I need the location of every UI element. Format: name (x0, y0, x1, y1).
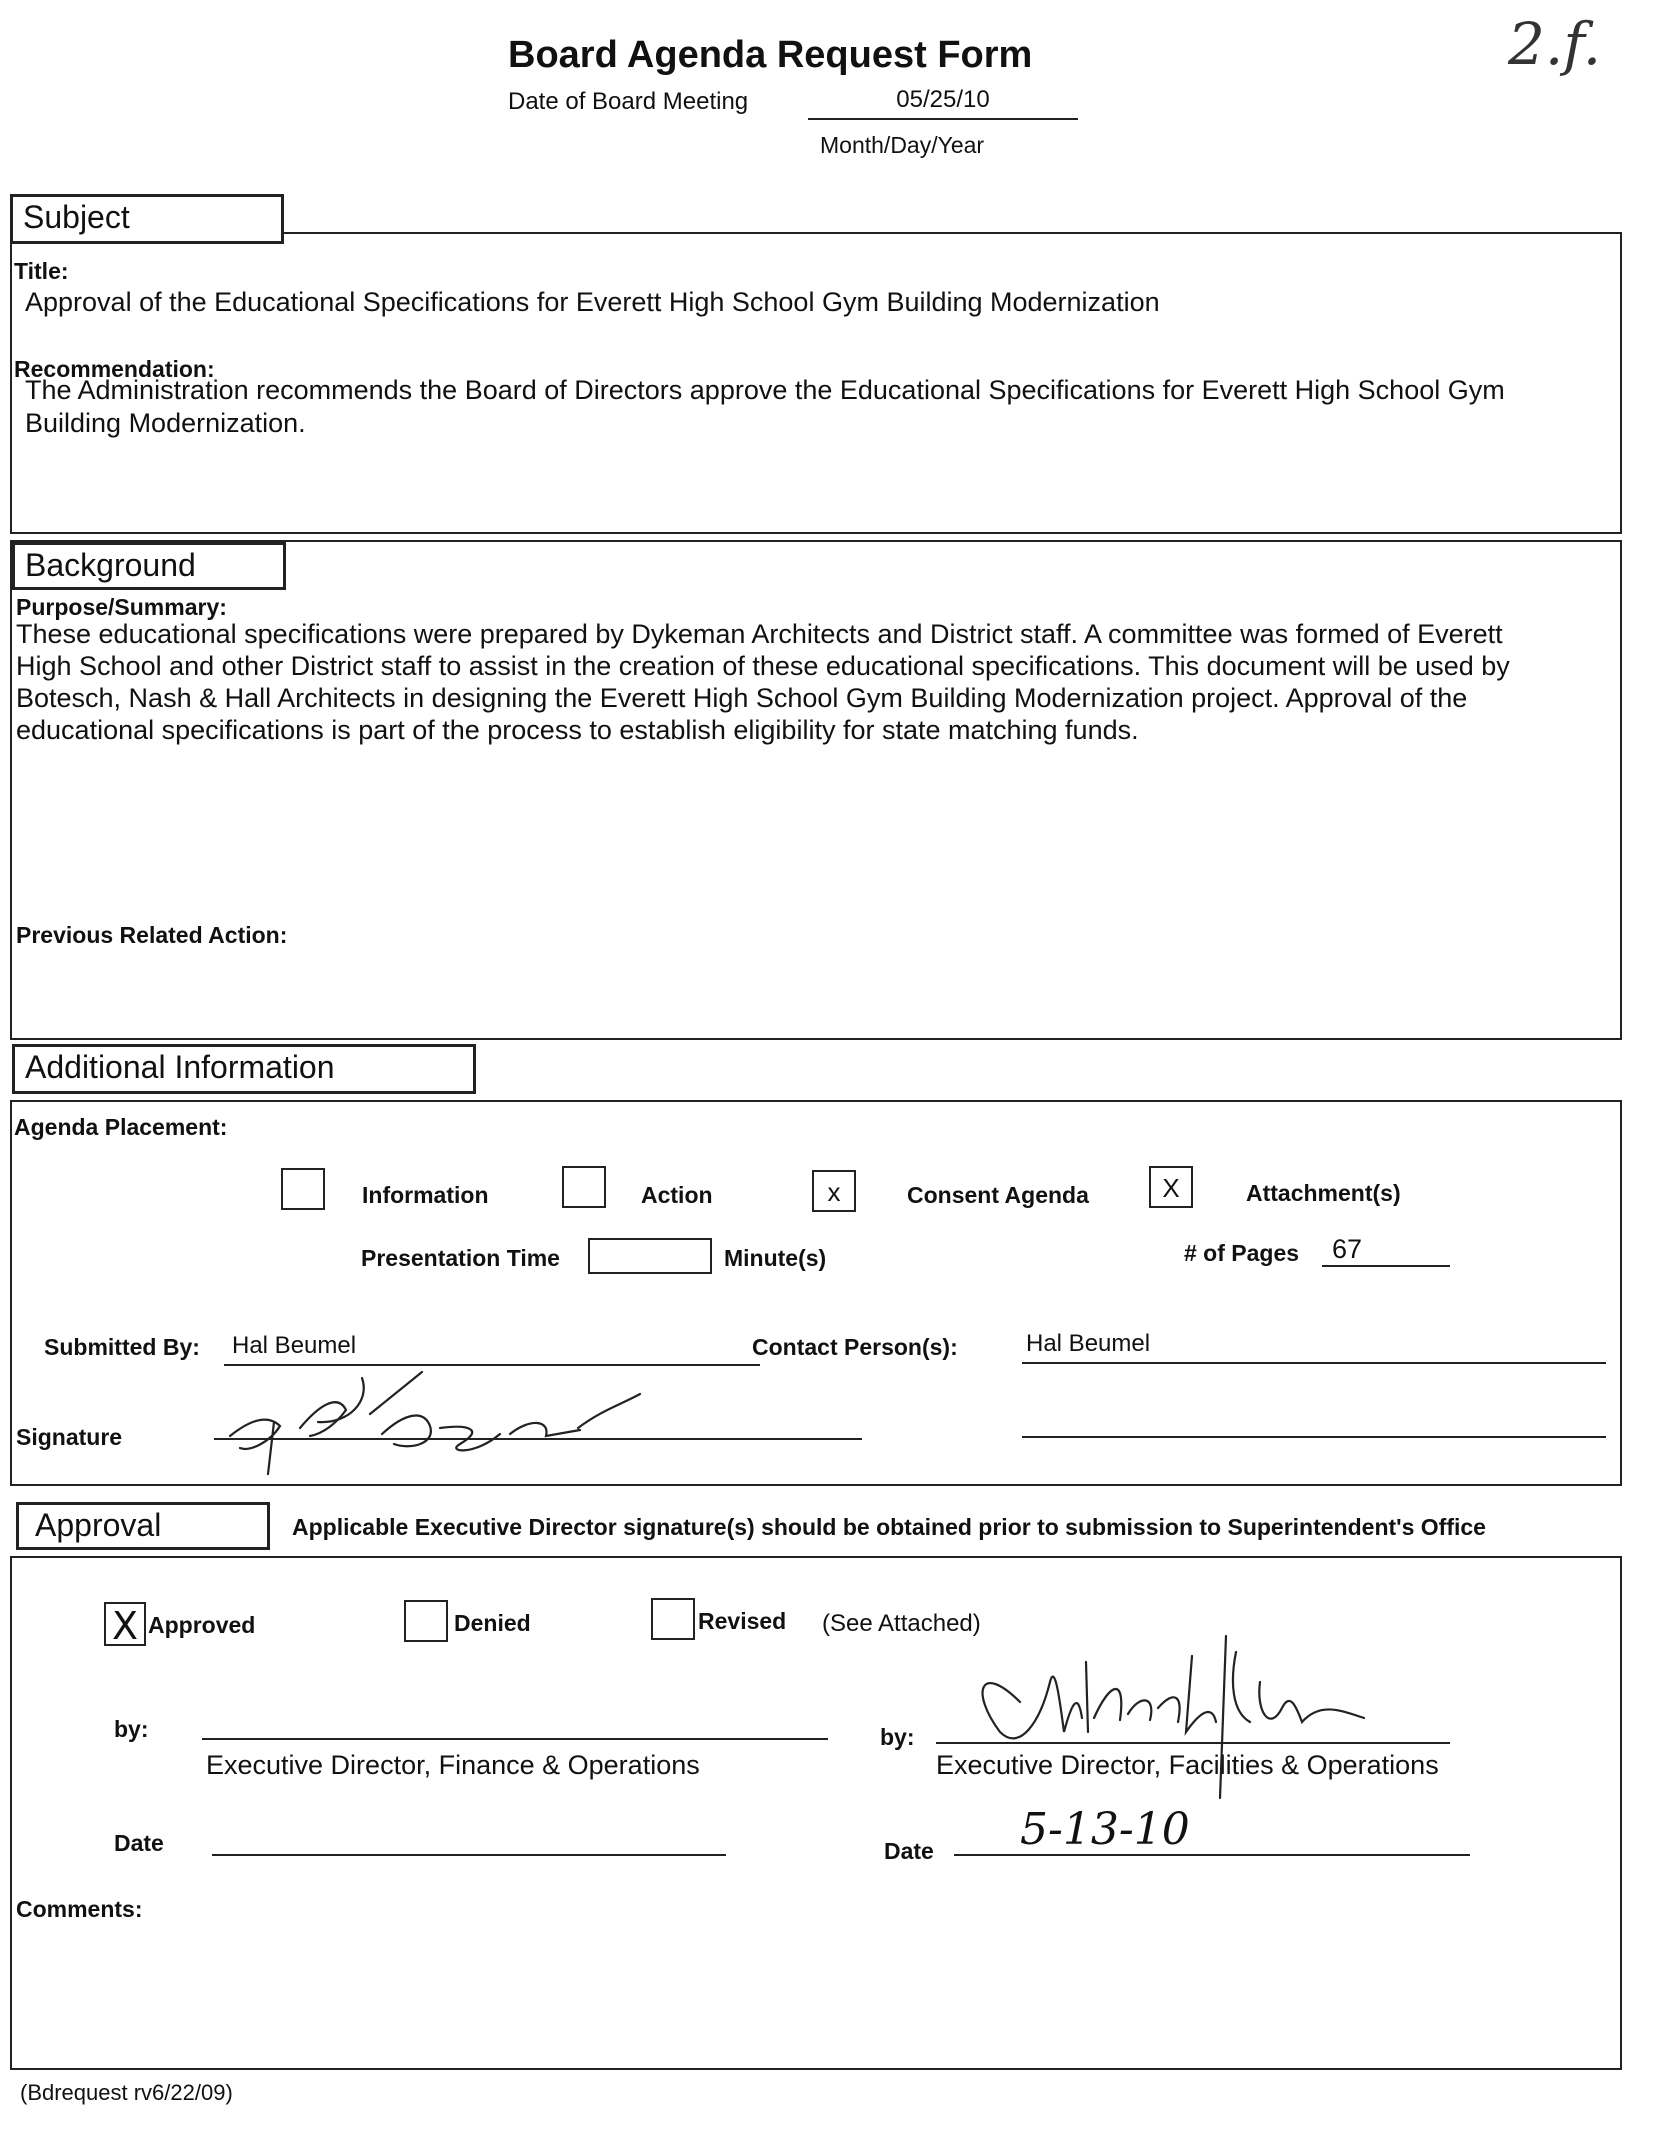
title-label: Title: (14, 258, 69, 284)
contact-person-label: Contact Person(s): (752, 1334, 958, 1360)
facilities-director-signature (960, 1622, 1400, 1800)
by-label-right: by: (880, 1724, 915, 1750)
denied-label: Denied (454, 1610, 531, 1636)
action-checkbox[interactable] (562, 1166, 606, 1208)
attachment-label: Attachment(s) (1246, 1180, 1401, 1206)
summary-line-3[interactable]: Botesch, Nash & Hall Architects in designing the Everett High School Gym Building Modernization project. Approval of the (16, 683, 1468, 713)
additional-section-tab: Additional Information (12, 1044, 476, 1094)
submitted-by-value[interactable]: Hal Beumel (224, 1332, 760, 1366)
previous-related-action-label: Previous Related Action: (16, 922, 288, 948)
date-format-label: Month/Day/Year (820, 132, 985, 158)
revised-label: Revised (698, 1608, 787, 1634)
summary-line-1[interactable]: These educational specifications were prepared by Dykeman Architects and District staff. A committee was formed of Everett (16, 619, 1503, 649)
item-number: 2.f. (1508, 10, 1602, 78)
denied-checkbox[interactable] (404, 1600, 448, 1642)
form-revision: (Bdrequest rv6/22/09) (20, 2080, 233, 2105)
information-label: Information (362, 1182, 489, 1208)
approval-section-tab: Approval (16, 1502, 270, 1550)
recommendation-line-1[interactable]: The Administration recommends the Board of Directors approve the Educational Specifications for Everett High School Gym (25, 375, 1505, 405)
facilities-director-title: Executive Director, Facilities & Operations (936, 1750, 1439, 1780)
presentation-time-label: Presentation Time (361, 1245, 560, 1271)
information-checkbox[interactable] (281, 1168, 325, 1210)
minutes-label: Minute(s) (724, 1245, 827, 1271)
summary-line-2[interactable]: High School and other District staff to assist in the creation of these educational specifications. This document will be used by (16, 651, 1510, 681)
action-label: Action (641, 1182, 713, 1208)
recommendation-label: Recommendation: (14, 356, 215, 382)
finance-director-title: Executive Director, Finance & Operations (206, 1750, 700, 1780)
approval-note: Applicable Executive Director signature(s) should be obtained prior to submission to Superintendent's Office (292, 1514, 1486, 1540)
approved-checkbox[interactable]: X (104, 1602, 146, 1646)
pages-label: # of Pages (1184, 1240, 1300, 1266)
consent-agenda-label: Consent Agenda (907, 1182, 1089, 1208)
submitted-by-label: Submitted By: (44, 1334, 200, 1360)
date-label-right: Date (884, 1838, 934, 1864)
comments-label: Comments: (16, 1896, 143, 1922)
approved-label: Approved (148, 1612, 256, 1638)
date-value-right[interactable]: 5-13-10 (954, 1808, 1470, 1856)
consent-agenda-checkbox[interactable]: x (812, 1170, 856, 1212)
presentation-time-input[interactable] (588, 1238, 712, 1274)
summary-line-4[interactable]: educational specifications is part of the process to establish eligibility for state matching funds. (16, 715, 1139, 745)
background-section-tab: Background (12, 542, 286, 590)
title-value[interactable]: Approval of the Educational Specifications for Everett High School Gym Building Modernization (25, 287, 1160, 317)
meeting-date-label: Date of Board Meeting (508, 88, 749, 115)
subject-section-tab: Subject (10, 194, 284, 244)
agenda-placement-label: Agenda Placement: (14, 1114, 228, 1140)
recommendation-line-2[interactable]: Building Modernization. (25, 408, 306, 438)
attachment-checkbox[interactable]: X (1149, 1166, 1193, 1208)
date-value-left[interactable] (212, 1822, 726, 1856)
date-label-left: Date (114, 1830, 164, 1856)
submitter-signature (210, 1364, 660, 1482)
see-attached-note: (See Attached) (822, 1610, 981, 1637)
signature-label: Signature (16, 1424, 123, 1450)
signature-line-finance (202, 1738, 828, 1740)
contact-person-value[interactable]: Hal Beumel (1022, 1330, 1606, 1364)
form-title: Board Agenda Request Form (508, 34, 1033, 76)
signature-line-right (1022, 1436, 1606, 1438)
meeting-date-value: 05/25/10 (808, 86, 1078, 120)
background-box (10, 540, 1622, 1040)
by-label-left: by: (114, 1716, 149, 1742)
pages-value[interactable]: 67 (1322, 1234, 1450, 1267)
purpose-label: Purpose/Summary: (16, 594, 227, 620)
revised-checkbox[interactable] (651, 1598, 695, 1640)
